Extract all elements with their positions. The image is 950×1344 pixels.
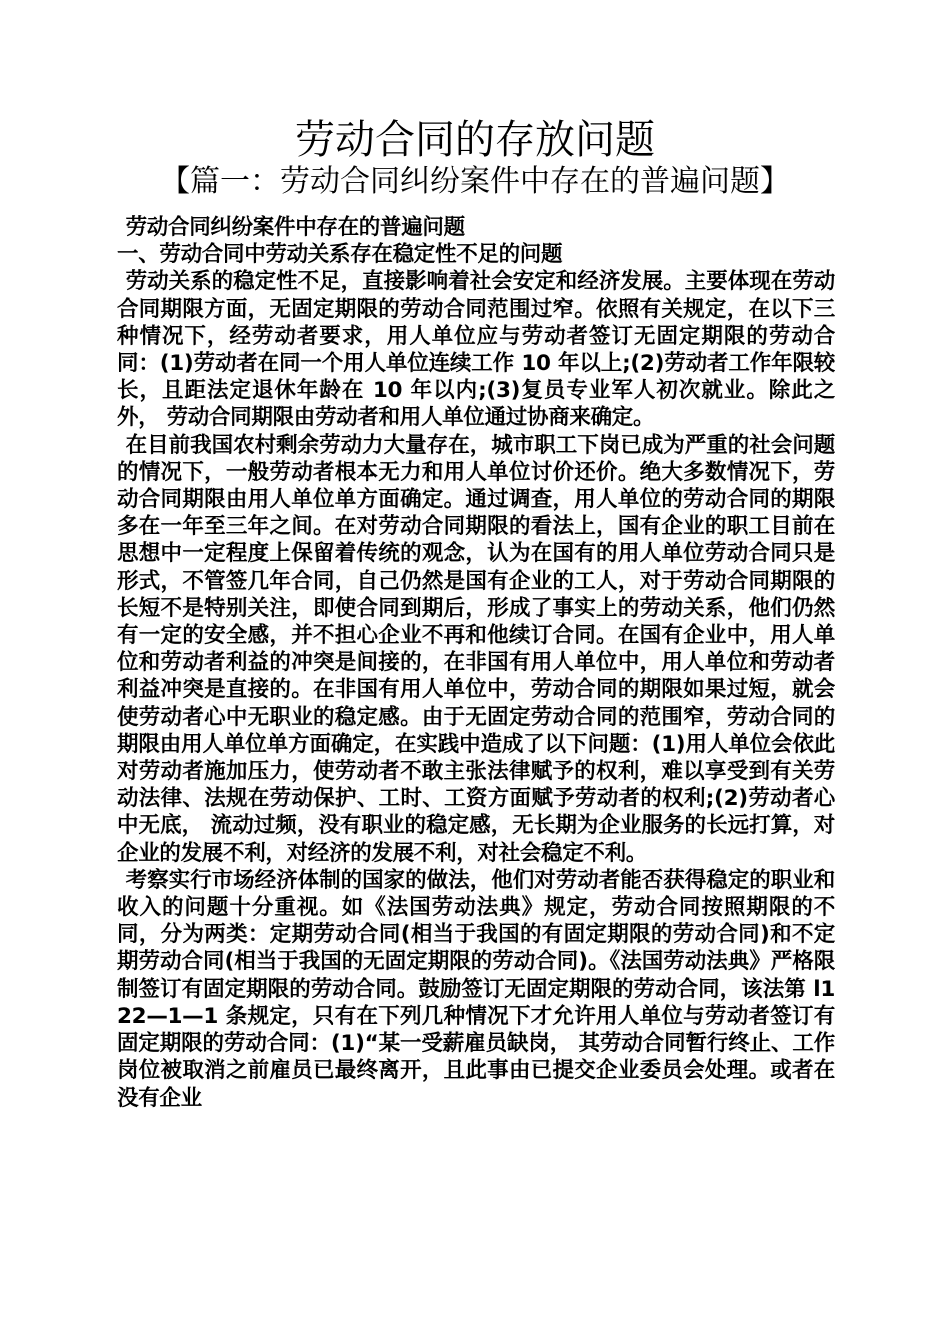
document-title: 劳动合同的存放问题 — [295, 117, 655, 163]
section-title: 劳动合同纠纷案件中存在的普遍问题 — [125, 215, 465, 240]
body-paragraph: 劳动关系的稳定性不足，直接影响着社会安定和经济发展。主要体现在劳动合同期限方面，无固定期限的劳动合同范围过窄。依照有关规定，在以下三种情况下，经劳动者要求，用人单位应与劳动者签订无固定期限的劳动合同：(1)劳动者在同一个用人单位连续工作 10 年以上;(2)劳动者工作年限较长，且距法定退休年龄在 10 年以内;(3)复员专业军人初次就业。除此之外， 劳动合同期限由劳动者和用人单位通过协商来确定。 — [117, 269, 835, 431]
body-paragraph: 在目前我国农村剩余劳动力大量存在，城市职工下岗已成为严重的社会问题的情况下，一般劳动者根本无力和用人单位讨价还价。绝大多数情况下，劳动合同期限由用人单位单方面确定。通过调查，用人单位的劳动合同的期限多在一年至三年之间。在对劳动合同期限的看法上，国有企业的职工目前在思想中一定程度上保留着传统的观念，认为在国有的用人单位劳动合同只是形式，不管签几年合同，自己仍然是国有企业的工人，对于劳动合同期限的长短不是特别关注，即使合同到期后，形成了事实上的劳动关系，他们仍然有一定的安全感，并不担心企业不再和他续订合同。在国有企业中，用人单位和劳动者利益的冲突是间接的，在非国有用人单位中，用人单位和劳动者利益冲突是直接的。在非国有用人单位中，劳动合同的期限如果过短，就会使劳动者心中无职业的稳定感。由于无固定劳动合同的范围窄，劳动合同的期限由用人单位单方面确定，在实践中造成了以下问题：(1)用人单位会依此对劳动者施加压力，使劳动者不敢主张法律赋予的权利，难以享受到有关劳动法律、法规在劳动保护、工时、工资方面赋予劳动者的权利;(2)劳动者心中无底， 流动过频，没有职业的稳定感，无长期为企业服务的长远打算，对企业的发展不利，对经济的发展不利，对社会稳定不利。 — [117, 432, 835, 866]
body-paragraph: 考察实行市场经济体制的国家的做法，他们对劳动者能否获得稳定的职业和收入的问题十分重视。如《法国劳动法典》规定，劳动合同按照期限的不同，分为两类：定期劳动合同(相当于我国的有固定期限的劳动合同)和不定期劳动合同(相当于我国的无固定期限的劳动合同)。《法国劳动法典》严格限制签订有固定期限的劳动合同。鼓励签订无固定期限的劳动合同，该法第 l122—1—1 条规定，只有在下列几种情况下才允许用人单位与劳动者签订有固定期限的劳动合同：(1)“某一受薪雇员缺岗， 其劳动合同暂行终止、工作岗位被取消之前雇员已最终离开，且此事由已提交企业委员会处理。或者在没有企业 — [117, 867, 835, 1111]
document-body — [117, 214, 835, 1112]
section-heading-1: 一、劳动合同中劳动关系存在稳定性不足的问题 — [117, 242, 563, 268]
document-subtitle: 【篇一：劳动合同纠纷案件中存在的普遍问题】 — [160, 164, 790, 199]
